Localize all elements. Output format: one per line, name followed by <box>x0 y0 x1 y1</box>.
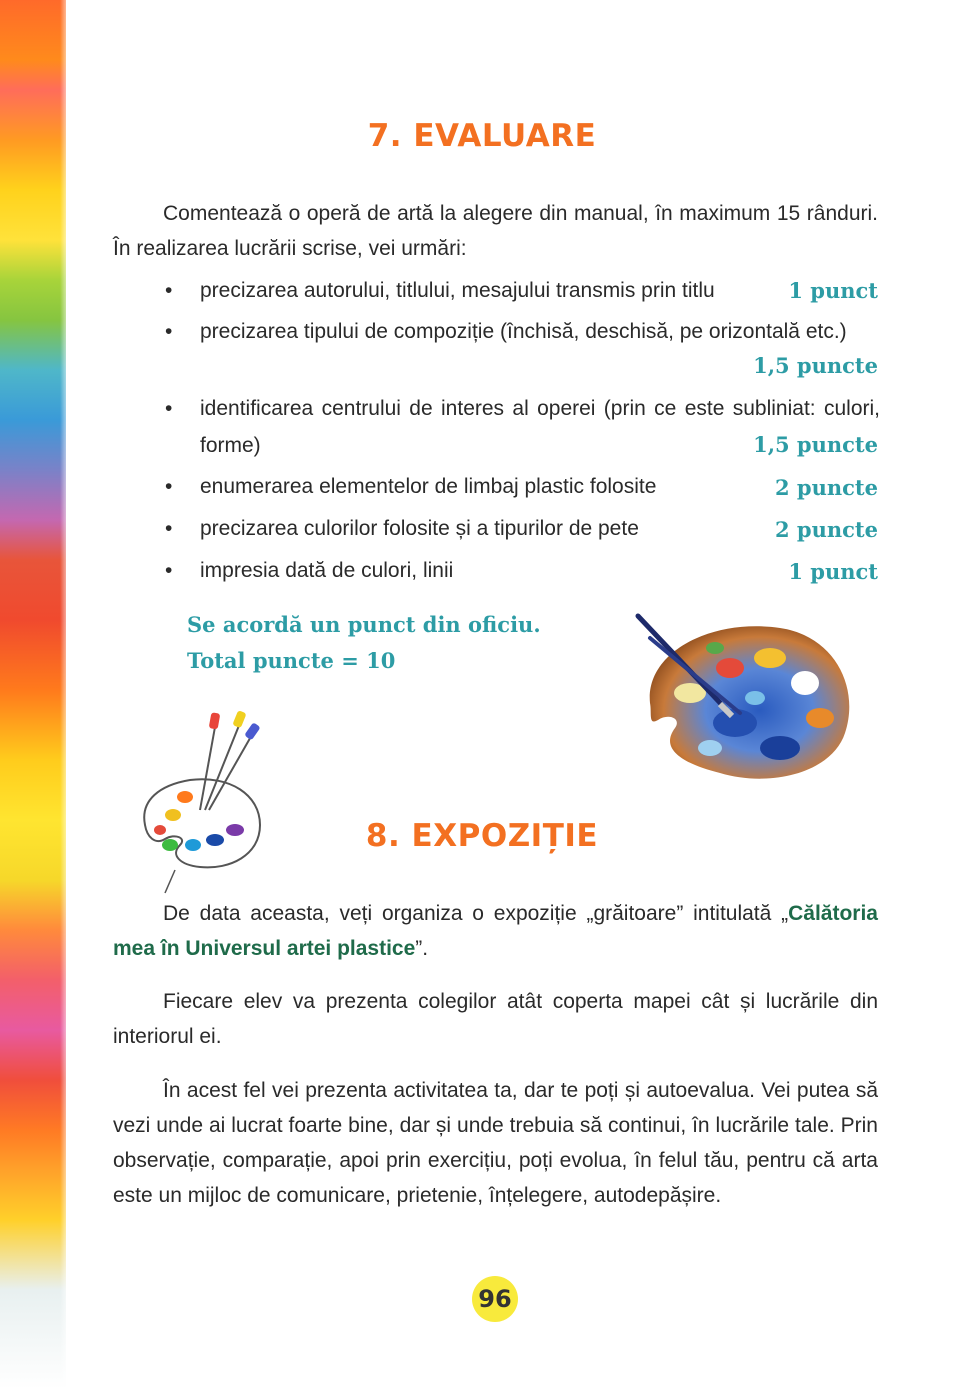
total-points-note: Total puncte = 10 <box>187 648 396 673</box>
criteria-item-5: precizarea culorilor folosite și a tipurilor de pete <box>200 517 639 540</box>
criteria-points-5: 2 puncte <box>775 517 878 542</box>
section-title-expozitie: 8. EXPOZIȚIE <box>365 818 599 854</box>
criteria-points-3: 1,5 puncte <box>753 432 878 457</box>
p2-text: Fiecare elev va prezenta colegilor atât coperta mapei cât și lucrările din interiorul ei. <box>113 990 878 1048</box>
criteria-points-6: 1 punct <box>788 559 878 584</box>
bullet: • <box>165 475 173 498</box>
official-point-note: Se acordă un punct din oficiu. <box>187 612 541 637</box>
bullet: • <box>165 397 173 420</box>
bullet: • <box>165 320 173 343</box>
criteria-item-4: enumerarea elementelor de limbaj plastic folosite <box>200 475 657 498</box>
criteria-item-3: identificarea centrului de interes al operei (prin ce este subliniat: culori, forme) <box>200 397 880 457</box>
bullet: • <box>165 517 173 540</box>
exhibition-title: Călătoria mea în Universul artei plastice <box>113 902 878 960</box>
evaluation-intro <box>113 196 878 266</box>
criteria-item-2: precizarea tipului de compoziție (închisă, deschisă, pe orizontală etc.) <box>200 320 847 343</box>
exhibition-paragraph-2 <box>113 984 878 1054</box>
criteria-points-1: 1 punct <box>788 278 878 303</box>
intro-text: Comentează o operă de artă la alegere din manual, în maximum 15 rânduri. În realizarea lucrării scrise, vei urmări: <box>113 202 878 260</box>
exhibition-paragraph-1 <box>113 896 878 966</box>
criteria-points-4: 2 puncte <box>775 475 878 500</box>
section-title-evaluare: 7. EVALUARE <box>367 118 597 154</box>
criteria-item-6: impresia dată de culori, linii <box>200 559 454 582</box>
criteria-points-2: 1,5 puncte <box>753 353 878 378</box>
bullet: • <box>165 559 173 582</box>
rainbow-border <box>0 0 66 1389</box>
bullet: • <box>165 279 173 302</box>
painted-palette-image <box>620 608 860 788</box>
sketched-palette-drawing <box>135 705 285 895</box>
page-number: 96 <box>472 1276 518 1322</box>
p1-text: De data aceasta, veți organiza o expoziție „grăitoare” intitulată „ <box>163 902 789 925</box>
p1-end: ”. <box>415 937 429 960</box>
exhibition-paragraph-3 <box>113 1073 878 1213</box>
criteria-item-1: precizarea autorului, titlului, mesajului transmis prin titlu <box>200 279 715 302</box>
p3-text: În acest fel vei prezenta activitatea ta, dar te poți și autoevalua. Vei putea să vezi unde ai lucrat foarte bine, dar și unde trebuia să continui, în lucrările tale. Prin observație, comparație, apoi prin exercițiu, poți evolua, în felul tău, pentru că arta este un mijloc de comunicare, prietenie, înțelegere, autodepășire. <box>113 1079 878 1207</box>
